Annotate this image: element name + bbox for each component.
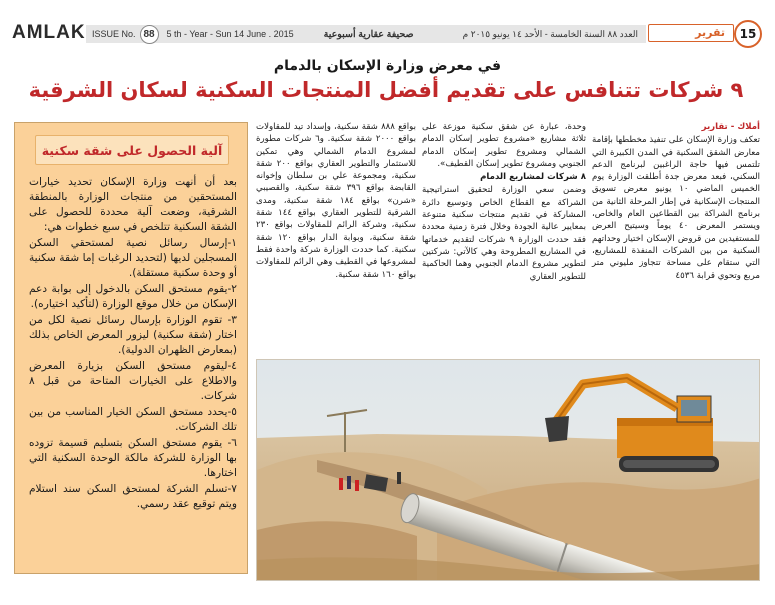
issue-number-badge: 88 — [140, 25, 159, 44]
sidebar-step: ٢-يقوم مستحق السكن بالدخول إلى بوابة دعم الإسكان من خلال موقع الوزارة (لتأكيد اختياره). — [29, 283, 237, 310]
sidebar-step: ٦- يقوم مستحق السكن بتسليم قسيمة تزوده بها الوزارة للشركة مالكة الوحدة السكنية التي اختارها. — [29, 437, 237, 479]
construction-site-photo — [256, 359, 760, 581]
sidebar-step: ٣- تقوم الوزارة بإرسال رسائل نصية لكل من اختار (شقة سكنية) ليزور المعرض الخاص بذلك (بمعارض الظهران الدولية). — [29, 314, 237, 356]
article-paragraph: وضمن سعي الوزارة لتحقيق استراتيجية الشراكة مع القطاع الخاص وتوسيع دائرة المشاركة في تقديم منتجات سكنية متنوعة بمعايير عالية الجودة وخلال فترة زمنية محددة فقد حددت الوزارة ٩ شركات لتقديم خدماتها في المشاريع المطروحة وهي كالآتي: شركتين لتطوير مشروع الدمام الجنوبي وهما الحاكمية للتطوير العقاري — [422, 185, 586, 282]
sidebar-intro: بعد أن أنهت وزارة الإسكان تحديد خيارات المستحقين من منتجات الوزارة بالمنطقة الشرقية، وضعت آلية محددة للحصول على الشقة السكنية تتلخص في سبع خطوات هي: — [29, 176, 237, 233]
article-headline: ٩ شركات تتنافس على تقديم أفضل المنتجات السكنية لسكان الشرقية — [28, 78, 744, 102]
sidebar-box — [14, 122, 248, 574]
article-kicker: في معرض وزارة الإسكان بالدمام — [273, 58, 502, 74]
sidebar-step: ٤-ليقوم مستحق السكن بزيارة المعرض والاطلاع على الخيارات المتاحة من قبل ٨ شركات. — [29, 360, 237, 402]
issue-bar — [86, 25, 646, 43]
article-subheading: ٨ شركات لمشاريع الدمام — [480, 172, 586, 183]
sidebar-title: آلية الحصول على شقة سكنية — [41, 143, 223, 158]
masthead — [8, 22, 768, 46]
article-paragraph: بواقع ٨٨٨ شقة سكنية، وإسداد تيد للمقاولات بواقع ٢٠٠٠ شقة سكنية. و٦ شركات مطورة لمشروع الدمام الشمالي وهي تمكين للاستثمار والتطوير العقاري بواقع ٢٠٠ شقة سكنية، ومجموعة علي بن سلطان وإخوانه القابضة بواقع ٣٩٦ شقة سكنية، والقصيبي «شرن» بواقع ١٨٤ شقة سكنية، ومدى الشرقية للتطوير العقاري بواقع ١٤٤ شقة سكنية، وشركة الرائم للمقاولات بواقع ٢٣٠ شقة سكنية، وبوابة الدار بواقع ١٢٠ شقة سكنية. كما حددت الوزارة شركة واحدة فقط لمشروعها في القطيف وهي الرائم للمقاولات بواقع ١٦٠ شقة سكنية. — [256, 122, 417, 280]
page-number: 15 — [734, 20, 762, 48]
sidebar-body — [29, 175, 237, 513]
sidebar-title-bar — [35, 135, 229, 165]
article-column-3 — [256, 121, 416, 282]
article-column-1 — [592, 121, 760, 283]
article-column-2 — [422, 121, 586, 284]
article-byline: أملاك - تقارير — [701, 122, 760, 132]
sidebar-step: ٥-يحدد مستحق السكن الخيار المناسب من بين تلك الشركات. — [29, 406, 237, 433]
article-paragraph: تعكف وزارة الإسكان على تنفيذ مخططها بإقامة معارض الشقق السكنية في المدن الكبيرة التي تلتمس فيها حاجة الراغبين لبرنامج الدعم السكني، فبعد معرض جدة أطلقت الوزارة يوم الخميس الماضي ١٠ يونيو معرض تسويق المنتجات الإسكانية في إطار المرحلة الثانية من برنامج الشراكة بين القطاعين العام والخاص، ويستمر المعرض ٤٠ يوماً وسيتيح العرض للمستفيدين من قروض الإسكان اختيار وحداتهم السكنية من بين الشركات المنفذة للمشاريع، التي ستقام على مساحة تتجاوز مليوني متر مربع وتحوي قرابة ٤٥٣٦ — [592, 135, 760, 281]
issue-label: ISSUE No. — [92, 29, 136, 39]
section-tab: تقرير — [648, 24, 734, 42]
publication-tagline: صحيفة عقارية أسبوعية — [323, 28, 414, 40]
sidebar-step: ١-إرسال رسائل نصية لمستحقي السكن المسجلين لديها (لتحديد الرغبات إما شقة سكنية أو وحدة سكنية مستقلة). — [29, 237, 237, 279]
article-paragraph: وحدة، عبارة عن شقق سكنية موزعة على ثلاثة مشاريع «مشروع تطوير إسكان الدمام الشمالي ومشروع تطوير إسكان الدمام الجنوبي ومشروع تطوير إسكان القطيف». — [422, 122, 586, 169]
issue-date: 5 th - Year - Sun 14 June . 2015 — [166, 29, 294, 39]
issue-date-arabic: العدد ٨٨ السنة الخامسة - الأحد ١٤ يونيو ٢٠١٥ م — [462, 28, 638, 39]
brand-logo: AMLAK — [12, 22, 86, 43]
sidebar-step: ٧-تسلم الشركة لمستحق السكن سند استلام ويتم توقيع عقد رسمي. — [29, 483, 237, 510]
construction-photo-illustration — [257, 360, 760, 581]
